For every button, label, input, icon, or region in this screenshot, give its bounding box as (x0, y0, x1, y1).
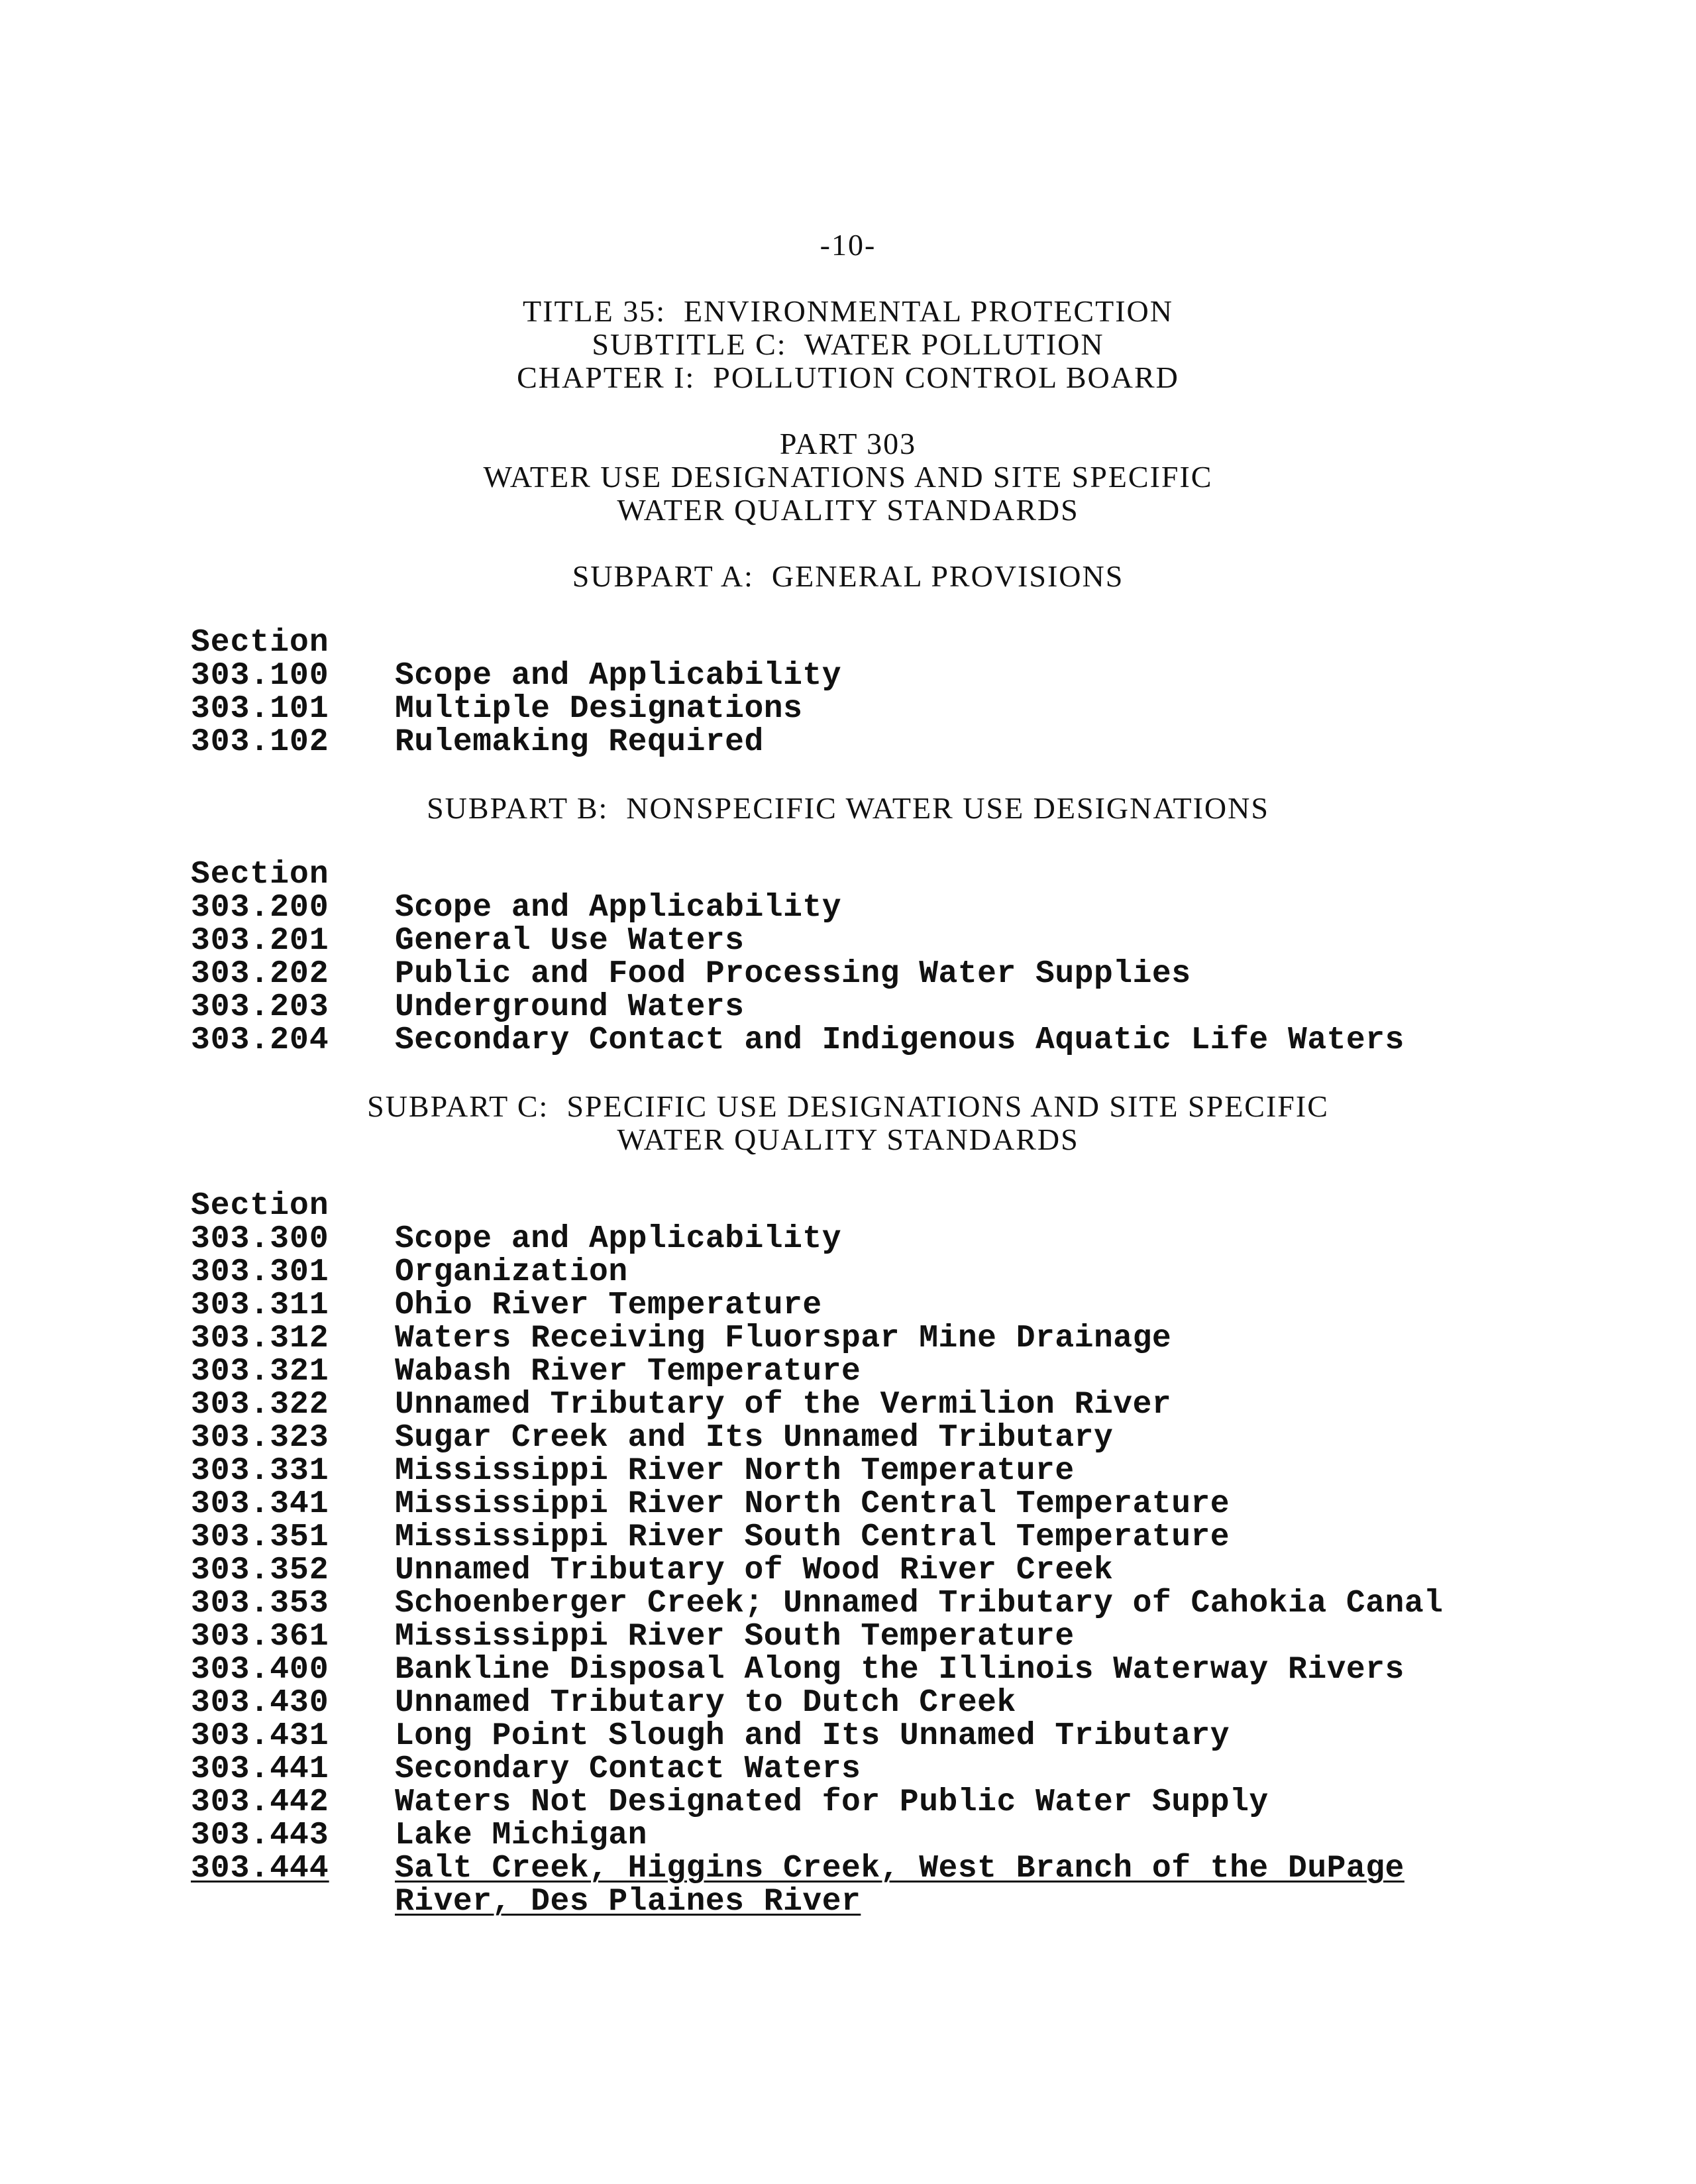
section-number: 303.102 (191, 724, 329, 760)
part-title-line-2: WATER QUALITY STANDARDS (617, 493, 1079, 527)
section-number: 303.322 (191, 1387, 329, 1423)
page-number: -10- (820, 228, 876, 262)
section-number: 303.300 (191, 1221, 329, 1257)
section-number: 303.442 (191, 1784, 329, 1820)
section-label: Section (191, 625, 329, 661)
section-title: Scope and Applicability (395, 890, 842, 926)
section-title: Schoenberger Creek; Unnamed Tributary of Cahokia Canal (395, 1586, 1444, 1621)
section-title: Public and Food Processing Water Supplies (395, 956, 1191, 992)
section-title: Waters Not Designated for Public Water Supply (395, 1784, 1269, 1820)
section-number: 303.100 (191, 658, 329, 694)
section-title: Secondary Contact and Indigenous Aquatic Life Waters (395, 1022, 1404, 1058)
section-number: 303.443 (191, 1818, 329, 1853)
section-number: 303.101 (191, 691, 329, 727)
section-number: 303.361 (191, 1619, 329, 1655)
section-title: Mississippi River South Central Temperature (395, 1519, 1230, 1555)
title-line: TITLE 35: ENVIRONMENTAL PROTECTION (523, 294, 1173, 328)
section-number: 303.321 (191, 1354, 329, 1390)
section-number: 303.323 (191, 1420, 329, 1456)
section-title: Unnamed Tributary of the Vermilion River (395, 1387, 1172, 1423)
section-title: Lake Michigan (395, 1818, 647, 1853)
section-number: 303.331 (191, 1453, 329, 1489)
section-number: 303.441 (191, 1751, 329, 1787)
section-title: Wabash River Temperature (395, 1354, 861, 1390)
section-title: Multiple Designations (395, 691, 803, 727)
section-title: Bankline Disposal Along the Illinois Waterway Rivers (395, 1652, 1404, 1688)
section-title: Mississippi River South Temperature (395, 1619, 1075, 1655)
part-title-line-1: WATER USE DESIGNATIONS AND SITE SPECIFIC (483, 460, 1213, 494)
section-number: 303.204 (191, 1022, 329, 1058)
section-title: General Use Waters (395, 923, 745, 959)
section-label: Section (191, 1188, 329, 1224)
section-number: 303.200 (191, 890, 329, 926)
section-number: 303.341 (191, 1486, 329, 1522)
section-number: 303.352 (191, 1553, 329, 1588)
section-title: Rulemaking Required (395, 724, 764, 760)
section-title: Unnamed Tributary of Wood River Creek (395, 1553, 1114, 1588)
section-number: 303.203 (191, 989, 329, 1025)
subpart-c-heading-line-1: SUBPART C: SPECIFIC USE DESIGNATIONS AND SITE SPECIFIC (367, 1089, 1329, 1123)
section-title: Unnamed Tributary to Dutch Creek (395, 1685, 1016, 1721)
section-number: 303.353 (191, 1586, 329, 1621)
part-line: PART 303 (779, 427, 917, 461)
section-title: Organization (395, 1254, 628, 1290)
section-title-continued: River, Des Plaines River (395, 1884, 861, 1920)
section-title: Mississippi River North Temperature (395, 1453, 1075, 1489)
section-label: Section (191, 857, 329, 893)
section-title: Secondary Contact Waters (395, 1751, 861, 1787)
section-number: 303.201 (191, 923, 329, 959)
subtitle-line: SUBTITLE C: WATER POLLUTION (592, 327, 1104, 361)
section-number: 303.202 (191, 956, 329, 992)
section-number: 303.311 (191, 1287, 329, 1323)
section-title: Underground Waters (395, 989, 745, 1025)
chapter-line: CHAPTER I: POLLUTION CONTROL BOARD (517, 360, 1179, 394)
section-number: 303.444 (191, 1851, 329, 1886)
section-title: Scope and Applicability (395, 1221, 842, 1257)
section-title: Mississippi River North Central Temperature (395, 1486, 1230, 1522)
section-number: 303.312 (191, 1321, 329, 1356)
section-title: Long Point Slough and Its Unnamed Tributary (395, 1718, 1230, 1754)
section-title: Scope and Applicability (395, 658, 842, 694)
section-number: 303.431 (191, 1718, 329, 1754)
subpart-c-heading-line-2: WATER QUALITY STANDARDS (617, 1122, 1079, 1156)
section-title: Ohio River Temperature (395, 1287, 822, 1323)
subpart-a-heading: SUBPART A: GENERAL PROVISIONS (572, 559, 1124, 593)
section-number: 303.351 (191, 1519, 329, 1555)
section-number: 303.400 (191, 1652, 329, 1688)
section-title: Waters Receiving Fluorspar Mine Drainage (395, 1321, 1172, 1356)
subpart-b-heading: SUBPART B: NONSPECIFIC WATER USE DESIGNATIONS (427, 791, 1269, 825)
section-number: 303.301 (191, 1254, 329, 1290)
section-number: 303.430 (191, 1685, 329, 1721)
section-title: Sugar Creek and Its Unnamed Tributary (395, 1420, 1114, 1456)
section-title: Salt Creek, Higgins Creek, West Branch of the DuPage (395, 1851, 1404, 1886)
